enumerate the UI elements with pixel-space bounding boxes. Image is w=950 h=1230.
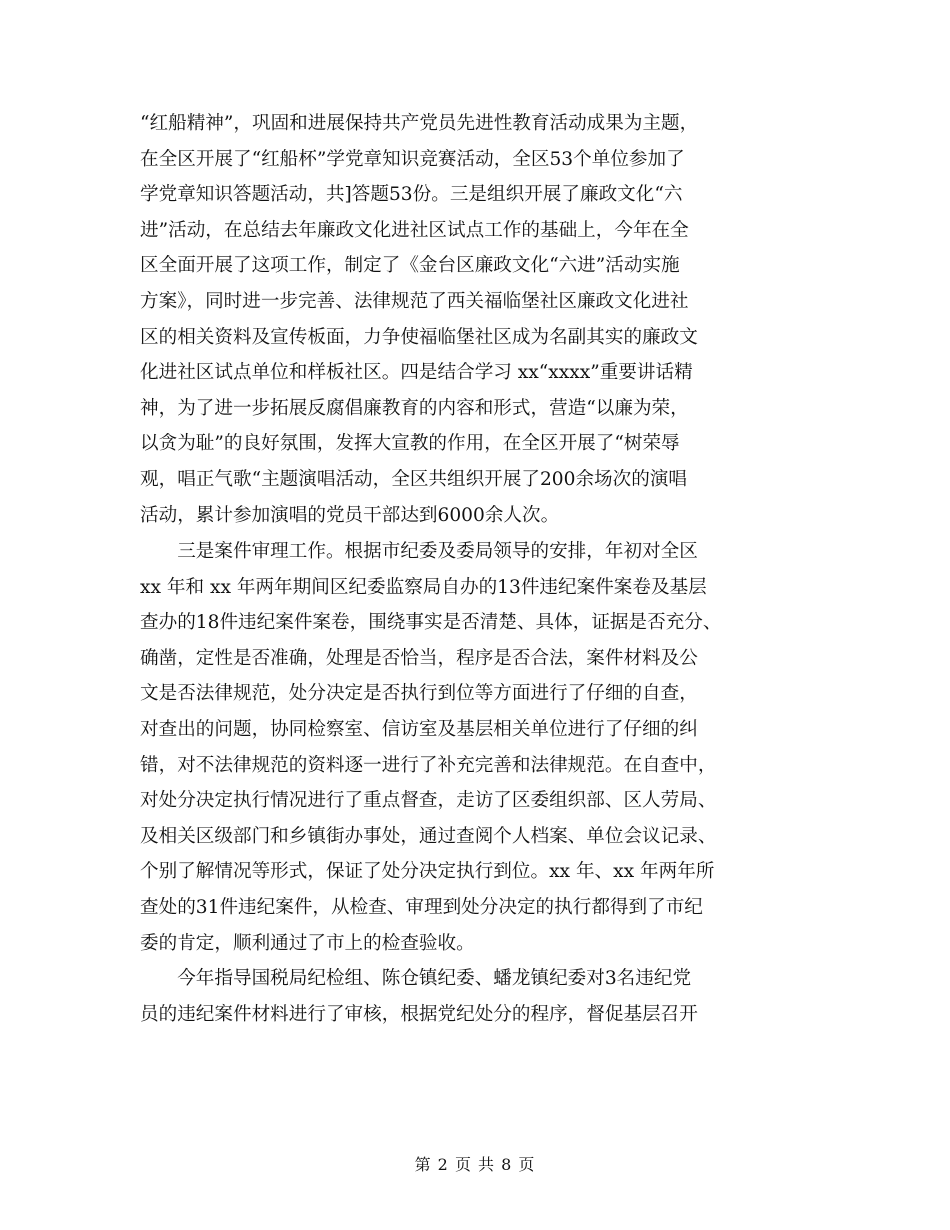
text-line: 委的肯定，顺利通过了市上的检查验收。 <box>140 932 475 954</box>
paragraph-party-education <box>140 106 820 533</box>
text-line: 对查出的问题，协同检察室、信访室及基层相关单位进行了仔细的纠 <box>140 718 698 740</box>
text-line: 错，对不法律规范的资料逐一进行了补充完善和法律规范。在自查中， <box>140 754 717 776</box>
text-line: 确凿，定性是否准确，处理是否恰当，程序是否合法，案件材料及公 <box>140 647 698 669</box>
text-line: 个别了解情况等形式，保证了处分决定执行到位。xx 年、xx 年两年所 <box>140 861 715 883</box>
text-line: 今年指导国税局纪检组、陈仓镇纪委、蟠龙镇纪委对3名违纪党 <box>140 968 692 989</box>
paragraph-guidance <box>140 961 820 1032</box>
text-line: 查处的31件违纪案件，从检查、审理到处分决定的执行都得到了市纪 <box>140 896 703 918</box>
text-line: 区的相关资料及宣传板面，力争使福临堡社区成为名副其实的廉政文 <box>140 326 698 348</box>
text-line: 区全面开展了这项工作，制定了《金台区廉政文化“六进”活动实施 <box>140 255 680 277</box>
page-number-footer: 第 2 页 共 8 页 <box>414 1155 536 1174</box>
text-line: 观，唱正气歌“主题演唱活动，全区共组织开展了200余场次的演唱 <box>140 468 688 490</box>
text-line: 及相关区级部门和乡镇街办事处，通过查阅个人档案、单位会议记录、 <box>140 825 717 847</box>
text-line: 化进社区试点单位和样板社区。四是结合学习 xx“xxxx”重要讲话精 <box>140 362 693 384</box>
paragraph-case-review <box>140 534 820 961</box>
text-line: 文是否法律规范，处分决定是否执行到位等方面进行了仔细的自查， <box>140 683 698 705</box>
text-line: 以贪为耻”的良好氛围，发挥大宣教的作用，在全区开展了“树荣辱 <box>140 433 680 455</box>
text-line: 查办的18件违纪案件案卷，围绕事实是否清楚、具体，证据是否充分、 <box>140 612 722 634</box>
text-line: 进”活动，在总结去年廉政文化进社区试点工作的基础上，今年在全 <box>140 219 689 241</box>
text-line: 在全区开展了“红船杯”学党章知识竞赛活动，全区53个单位参加了 <box>140 148 685 170</box>
text-line: xx 年和 xx 年两年期间区纪委监察局自办的13件违纪案件案卷及基层 <box>140 576 707 598</box>
text-line: 员的违纪案件材料进行了审核，根据党纪处分的程序，督促基层召开 <box>140 1003 698 1025</box>
text-line: 方案》，同时进一步完善、法律规范了西关福临堡社区廉政文化进社 <box>140 290 689 312</box>
text-line: 学党章知识答题活动，共]答题53份。三是组织开展了廉政文化“六 <box>140 184 683 206</box>
text-line: 三是案件审理工作。根据市纪委及委局领导的安排，年初对全区 <box>140 541 698 562</box>
text-line: 活动，累计参加演唱的党员干部达到6000余人次。 <box>140 504 560 526</box>
text-line: “红船精神”，巩固和进展保持共产党员先进性教育活动成果为主题， <box>140 113 699 134</box>
text-line: 神，为了进一步拓展反腐倡廉教育的内容和形式，营造“以廉为荣， <box>140 397 689 419</box>
text-line: 对处分决定执行情况进行了重点督查，走访了区委组织部、区人劳局、 <box>140 790 717 812</box>
